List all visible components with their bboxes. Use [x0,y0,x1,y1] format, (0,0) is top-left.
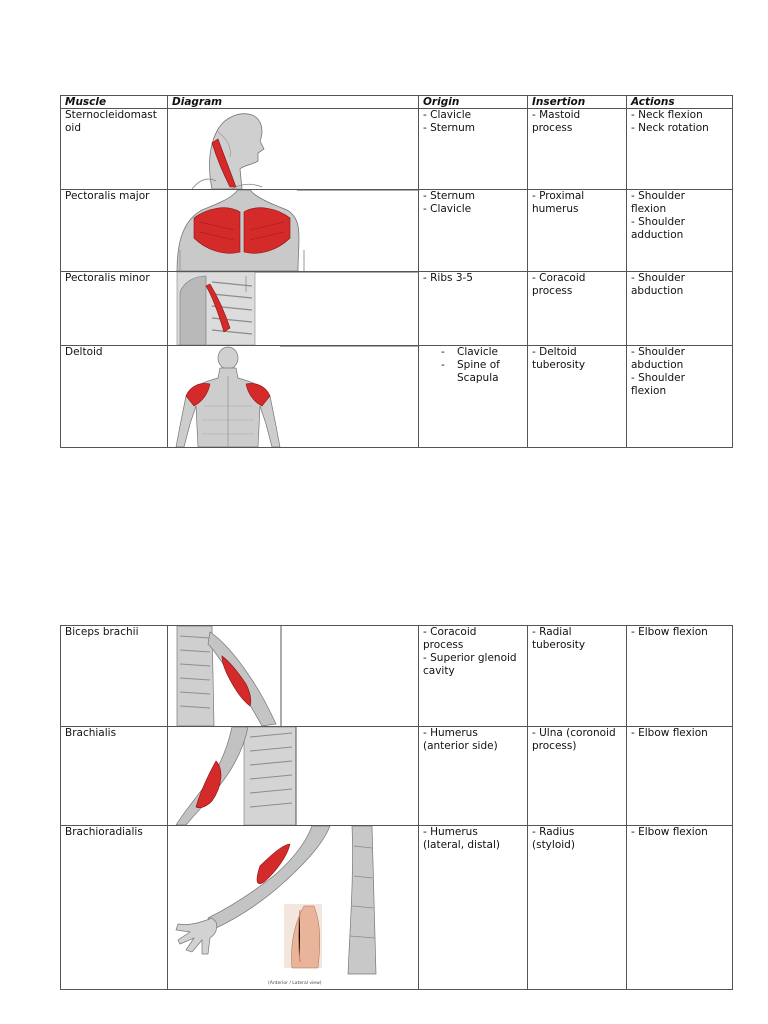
actions-cell: - Elbow flexion [627,826,733,990]
actions-cell: - Shoulder flexion - Shoulder adduction [627,190,733,272]
muscle-name: Deltoid [65,346,103,358]
insertion-cell: - Deltoid tuberosity [528,346,627,448]
biceps-illustration [172,626,419,726]
actions-cell: - Elbow flexion [627,626,733,727]
actions-cell: - Neck flexion - Neck rotation [627,109,733,190]
back-shoulder-illustration [172,346,419,447]
neck-muscle-illustration [172,109,419,189]
muscle-name-cell [61,826,168,990]
diagram-cell [168,272,419,346]
muscle-name: Brachioradialis [65,826,143,838]
actions-cell: - Elbow flexion [627,727,733,826]
origin-cell: - Humerus (anterior side) [419,727,528,826]
diagram-cell [168,190,419,272]
muscle-name: Pectoralis major [65,190,150,202]
table-row [61,272,733,346]
chest-muscle-illustration [172,190,419,271]
insertion-cell: - Coracoid process [528,272,627,346]
insertion-cell: - Ulna (coronoid process) [528,727,627,826]
header-origin: Origin [419,96,528,109]
origin-cell: - Clavicle - Sternum [419,109,528,190]
muscle-name: Brachialis [65,727,117,739]
brachioradialis-illustration [172,826,419,989]
muscle-name-cell [61,346,168,448]
diagram-cell [168,626,419,727]
actions-cell: - Shoulder abduction [627,272,733,346]
actions-cell: - Shoulder abduction - Shoulder flexion [627,346,733,448]
muscle-name-cell [61,109,168,190]
header-actions: Actions [627,96,733,109]
muscle-name: Pectoralis minor [65,272,150,284]
header-muscle: Muscle [61,96,168,109]
table-header-row [61,96,733,109]
table-row [61,727,733,826]
diagram-cell [168,826,419,990]
table-row [61,346,733,448]
muscle-name-cell [61,272,168,346]
muscle-table-2 [60,625,733,990]
origin-cell: - Ribs 3-5 [419,272,528,346]
table-row [61,626,733,727]
muscle-name-cell [61,190,168,272]
header-diagram: Diagram [168,96,419,109]
muscle-name-cell [61,727,168,826]
origin-cell: - Humerus (lateral, distal) [419,826,528,990]
muscle-name: Biceps brachii [65,626,139,638]
origin-cell: - Sternum - Clavicle [419,190,528,272]
pectoralis-minor-illustration [172,272,419,345]
table-row [61,109,733,190]
muscle-name: Sternocleidomast [65,109,157,121]
diagram-caption: (Anterior / Lateral view) [268,981,322,986]
brachialis-illustration [172,727,419,825]
diagram-cell [168,109,419,190]
diagram-cell [168,346,419,448]
table-row [61,190,733,272]
insertion-cell: - Radial tuberosity [528,626,627,727]
muscle-table-1 [60,95,733,448]
origin-cell: - Clavicle - Spine of Scapula [419,346,528,448]
diagram-cell [168,727,419,826]
header-insertion: Insertion [528,96,627,109]
origin-cell: - Coracoid process - Superior glenoid cavity [419,626,528,727]
insertion-cell: - Mastoid process [528,109,627,190]
muscle-name: oid [65,122,82,134]
table-row [61,826,733,990]
insertion-cell: - Radius (styloid) [528,826,627,990]
muscle-name-cell [61,626,168,727]
insertion-cell: - Proximal humerus [528,190,627,272]
